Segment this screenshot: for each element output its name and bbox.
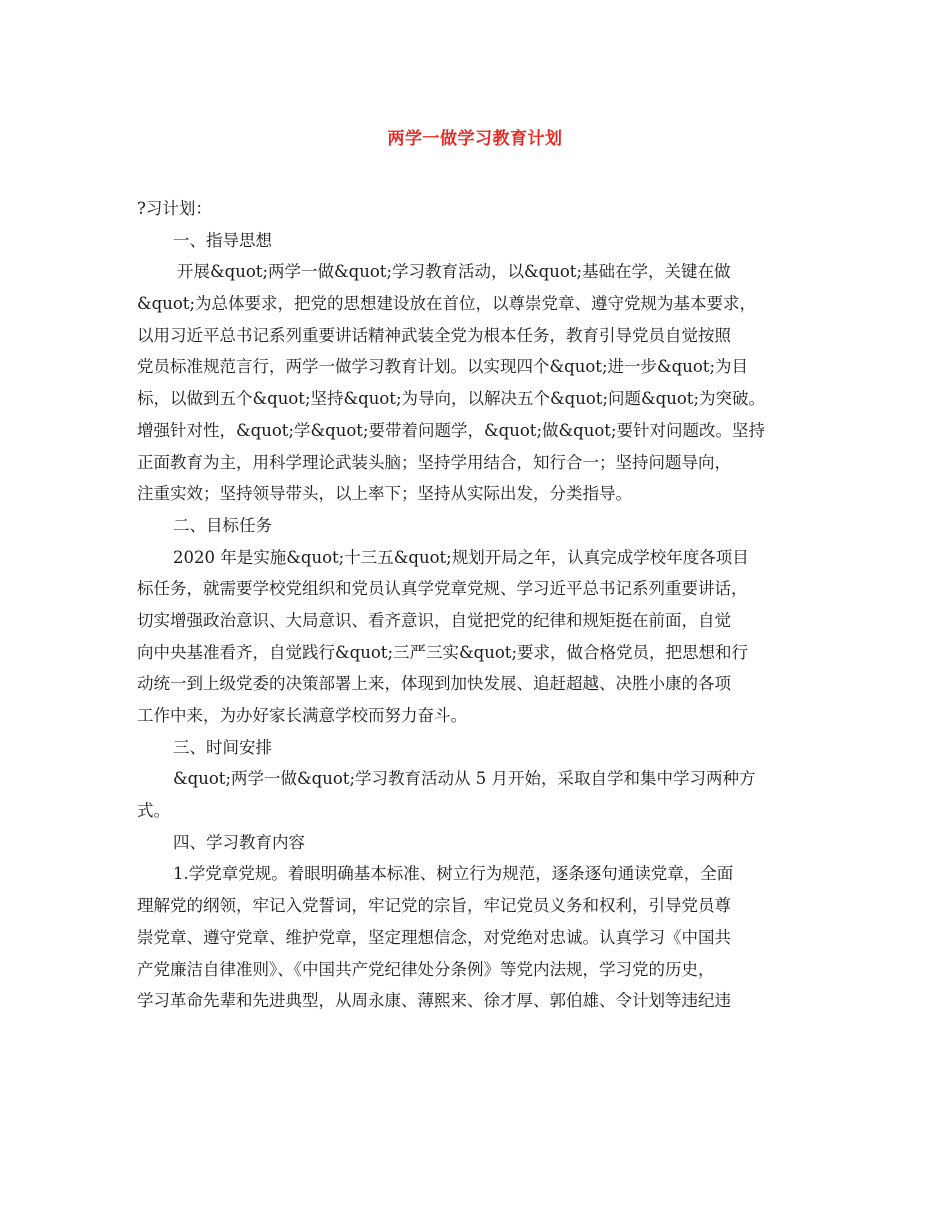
- body-line: 1.学党章党规。着眼明确基本标准、树立行为规范，逐条逐句通读党章，全面: [173, 864, 734, 884]
- section-heading: 一、指导思想: [173, 230, 272, 250]
- body-line: 向中央基准看齐，自觉践行&quot;三严三实&quot;要求，做合格党员，把思想和行: [137, 642, 748, 662]
- body-line: 开展&quot;两学一做&quot;学习教育活动，以&quot;基础在学，关键在做: [177, 262, 731, 282]
- body-line: 产党廉洁自律准则》、《中国共产党纪律处分条例》等党内法规，学习党的历史，: [137, 959, 715, 979]
- body-line: 工作中来，为办好家长满意学校而努力奋斗。: [137, 706, 467, 725]
- document-body: [137, 193, 823, 1017]
- body-line: 学习革命先辈和先进典型，从周永康、薄熙来、徐才厚、郭伯雄、令计划等违纪违: [137, 991, 731, 1011]
- body-line: 切实增强政治意识、大局意识、看齐意识，自觉把党的纪律和规矩挺在前面，自觉: [137, 610, 731, 630]
- body-line: 以用习近平总书记系列重要讲话精神武装全党为根本任务，教育引导党员自觉按照: [137, 325, 731, 345]
- section-heading: 四、学习教育内容: [173, 832, 305, 852]
- body-line: 式。: [137, 801, 170, 821]
- body-line: &quot;为总体要求，把党的思想建设放在首位，以尊崇党章、遵守党规为基本要求，: [137, 294, 756, 314]
- section-heading: 二、目标任务: [173, 515, 272, 535]
- section-heading: 三、时间安排: [173, 737, 272, 757]
- body-line: &quot;两学一做&quot;学习教育活动从 5 月开始，采取自学和集中学习两种方: [173, 769, 756, 789]
- body-line: ?习计划：: [137, 199, 212, 218]
- body-line: 2020 年是实施&quot;十三五&quot;规划开局之年，认真完成学校年度各项目: [173, 547, 749, 567]
- document-title: 两学一做学习教育计划: [387, 129, 563, 149]
- body-line: 增强针对性，&quot;学&quot;要带着问题学，&quot;做&quot;要针对问题改。坚持: [137, 420, 765, 440]
- body-line: 理解党的纲领，牢记入党誓词，牢记党的宗旨，牢记党员义务和权利，引导党员尊: [137, 896, 731, 916]
- body-line: 正面教育为主，用科学理论武装头脑；坚持学用结合，知行合一；坚持问题导向，: [137, 452, 731, 472]
- body-line: 党员标准规范言行，两学一做学习教育计划。以实现四个&quot;进一步&quot;为目: [137, 357, 748, 377]
- body-line: 动统一到上级党委的决策部署上来，体现到加快发展、追赶超越、决胜小康的各项: [137, 674, 731, 694]
- body-line: 崇党章、遵守党章、维护党章，坚定理想信念，对党绝对忠诚。认真学习《中国共: [137, 927, 731, 947]
- body-line: 注重实效；坚持领导带头，以上率下；坚持从实际出发，分类指导。: [137, 484, 632, 504]
- body-line: 标任务，就需要学校党组织和党员认真学党章党规、学习近平总书记系列重要讲话，: [137, 579, 748, 599]
- body-line: 标，以做到五个&quot;坚持&quot;为导向，以解决五个&quot;问题&quot;为突破。: [137, 389, 765, 409]
